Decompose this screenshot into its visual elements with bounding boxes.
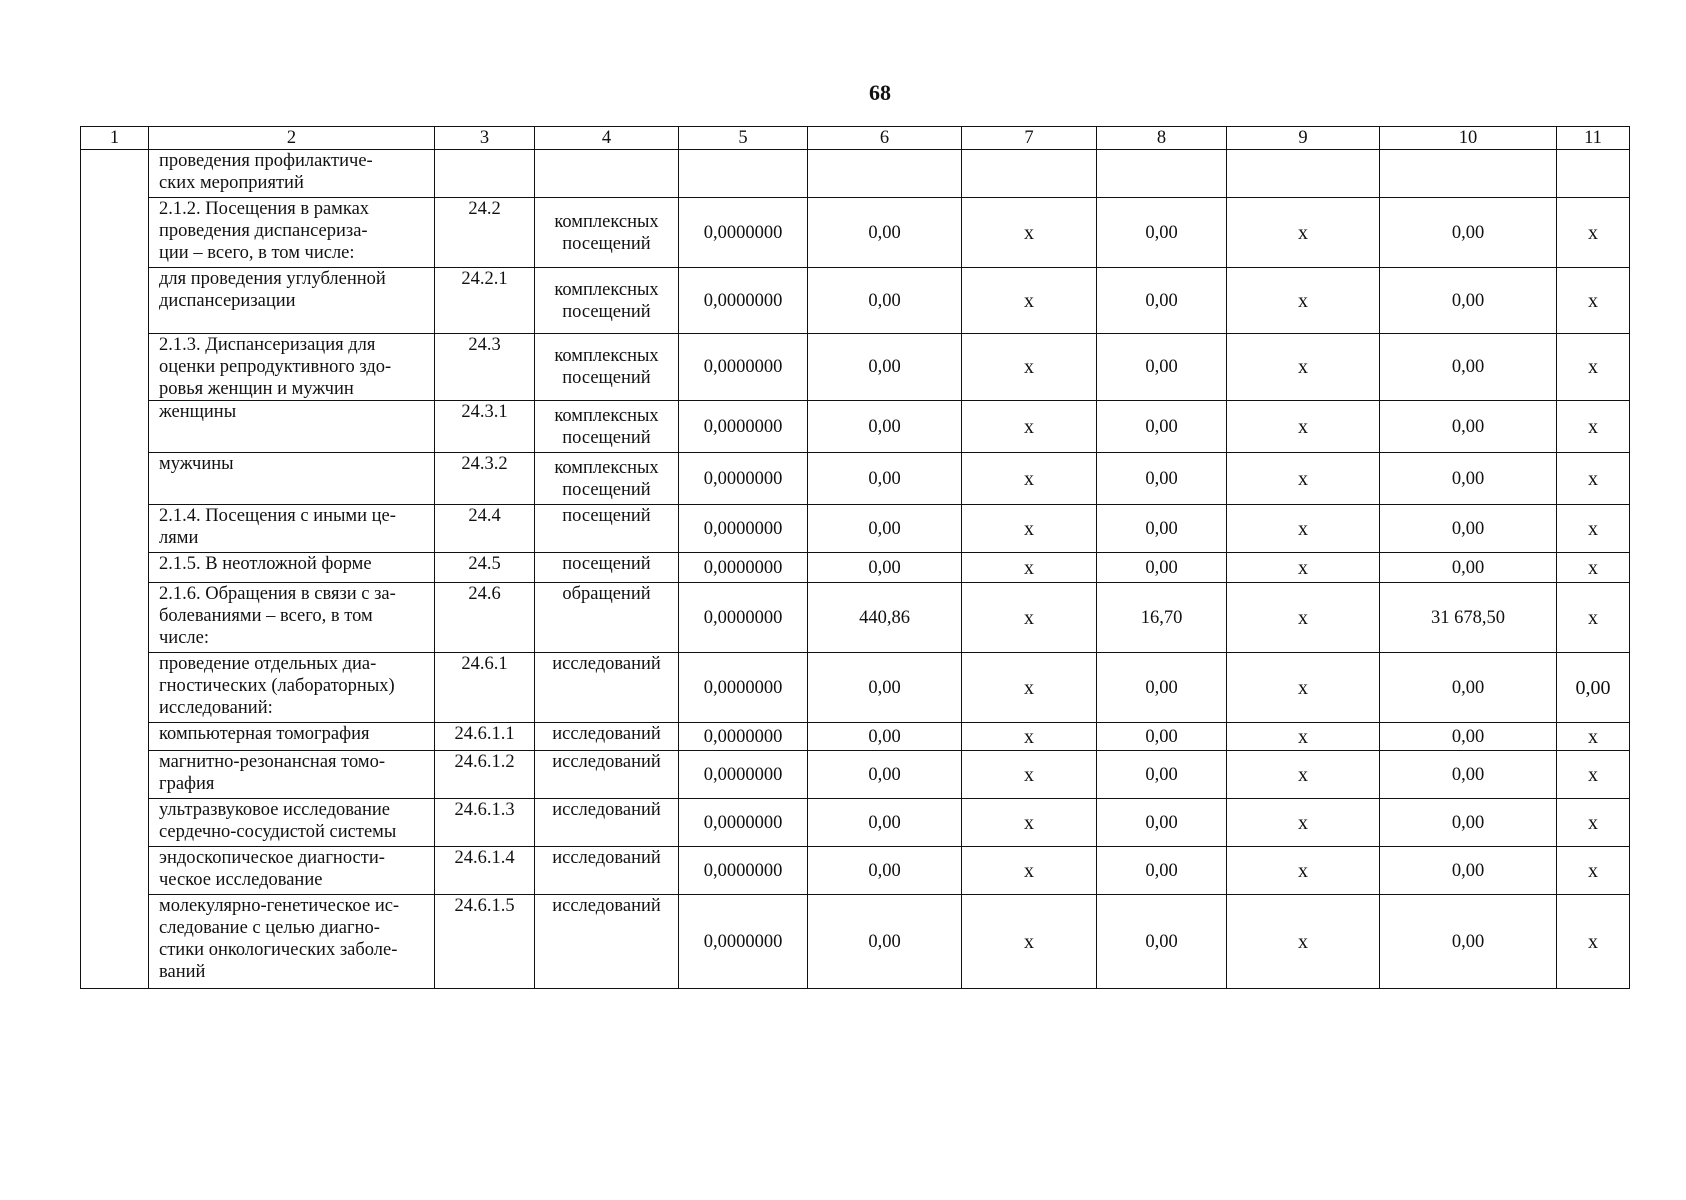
value-cell-6: 0,00 — [808, 268, 962, 334]
value-cell-6: 0,00 — [808, 553, 962, 583]
unit-cell: комплексных посещений — [535, 453, 679, 505]
value-cell-7: х — [962, 401, 1097, 453]
unit-cell: исследований — [535, 653, 679, 723]
table-row — [81, 653, 1630, 723]
value-cell-8: 0,00 — [1097, 723, 1227, 751]
value-cell-9: х — [1227, 847, 1380, 895]
value-cell-11: х — [1557, 751, 1630, 799]
table-body — [81, 150, 1630, 989]
value-cell-10 — [1380, 150, 1557, 198]
indicator-name-cell: женщины — [149, 401, 435, 453]
unit-cell: комплексных посещений — [535, 401, 679, 453]
value-cell-8: 0,00 — [1097, 653, 1227, 723]
table-row — [81, 505, 1630, 553]
column-header: 3 — [435, 127, 535, 150]
indicator-name-cell: ультразвуковое исследование сердечно-сосудистой системы — [149, 799, 435, 847]
value-cell-11: х — [1557, 723, 1630, 751]
value-cell-10: 0,00 — [1380, 453, 1557, 505]
table-row — [81, 334, 1630, 401]
value-cell-8: 0,00 — [1097, 799, 1227, 847]
value-cell-10: 0,00 — [1380, 198, 1557, 268]
value-cell-9: х — [1227, 453, 1380, 505]
unit-cell: исследований — [535, 799, 679, 847]
table-row — [81, 401, 1630, 453]
value-cell-6: 0,00 — [808, 198, 962, 268]
column-header: 5 — [679, 127, 808, 150]
value-cell-6: 0,00 — [808, 895, 962, 989]
value-cell-5: 0,0000000 — [679, 847, 808, 895]
unit-cell: обращений — [535, 583, 679, 653]
indicator-name-cell: магнитно-резонансная томо- графия — [149, 751, 435, 799]
indicator-name-cell: мужчины — [149, 453, 435, 505]
value-cell-5 — [679, 150, 808, 198]
unit-cell: посещений — [535, 553, 679, 583]
row-code-cell: 24.2.1 — [435, 268, 535, 334]
value-cell-5: 0,0000000 — [679, 505, 808, 553]
value-cell-8: 16,70 — [1097, 583, 1227, 653]
value-cell-10: 0,00 — [1380, 401, 1557, 453]
row-code-cell: 24.2 — [435, 198, 535, 268]
value-cell-11: х — [1557, 401, 1630, 453]
value-cell-6: 0,00 — [808, 453, 962, 505]
value-cell-11: х — [1557, 553, 1630, 583]
unit-cell: исследований — [535, 895, 679, 989]
value-cell-5: 0,0000000 — [679, 334, 808, 401]
table-row — [81, 895, 1630, 989]
value-cell-8: 0,00 — [1097, 268, 1227, 334]
value-cell-6: 0,00 — [808, 751, 962, 799]
column-header: 2 — [149, 127, 435, 150]
column-header: 1 — [81, 127, 149, 150]
value-cell-7: х — [962, 334, 1097, 401]
unit-cell: комплексных посещений — [535, 268, 679, 334]
row-code-cell: 24.3 — [435, 334, 535, 401]
table-row — [81, 553, 1630, 583]
value-cell-6 — [808, 150, 962, 198]
column-header: 6 — [808, 127, 962, 150]
value-cell-9: х — [1227, 583, 1380, 653]
table-row — [81, 847, 1630, 895]
row-code-cell: 24.3.1 — [435, 401, 535, 453]
value-cell-10: 0,00 — [1380, 334, 1557, 401]
value-cell-8: 0,00 — [1097, 198, 1227, 268]
value-cell-7: х — [962, 895, 1097, 989]
value-cell-7: х — [962, 553, 1097, 583]
value-cell-9: х — [1227, 198, 1380, 268]
value-cell-8: 0,00 — [1097, 847, 1227, 895]
value-cell-8: 0,00 — [1097, 453, 1227, 505]
value-cell-10: 0,00 — [1380, 847, 1557, 895]
value-cell-9: х — [1227, 553, 1380, 583]
value-cell-11: х — [1557, 583, 1630, 653]
value-cell-9: х — [1227, 723, 1380, 751]
value-cell-11: х — [1557, 334, 1630, 401]
row-code-cell: 24.6 — [435, 583, 535, 653]
indicator-name-cell: для проведения углубленной диспансеризации — [149, 268, 435, 334]
value-cell-7: х — [962, 583, 1097, 653]
value-cell-7: х — [962, 505, 1097, 553]
value-cell-10: 0,00 — [1380, 653, 1557, 723]
value-cell-5: 0,0000000 — [679, 453, 808, 505]
table-row — [81, 268, 1630, 334]
value-cell-6: 0,00 — [808, 723, 962, 751]
value-cell-5: 0,0000000 — [679, 799, 808, 847]
table-row — [81, 751, 1630, 799]
value-cell-6: 0,00 — [808, 653, 962, 723]
value-cell-7 — [962, 150, 1097, 198]
value-cell-7: х — [962, 847, 1097, 895]
unit-cell — [535, 150, 679, 198]
indicator-name-cell: 2.1.3. Диспансеризация для оценки репродуктивного здо- ровья женщин и мужчин — [149, 334, 435, 401]
unit-cell: исследований — [535, 847, 679, 895]
column-header: 9 — [1227, 127, 1380, 150]
value-cell-6: 0,00 — [808, 505, 962, 553]
unit-cell: исследований — [535, 723, 679, 751]
value-cell-10: 0,00 — [1380, 751, 1557, 799]
indicator-name-cell: 2.1.5. В неотложной форме — [149, 553, 435, 583]
value-cell-9: х — [1227, 268, 1380, 334]
value-cell-11: х — [1557, 847, 1630, 895]
value-cell-5: 0,0000000 — [679, 583, 808, 653]
row-code-cell: 24.5 — [435, 553, 535, 583]
value-cell-7: х — [962, 751, 1097, 799]
value-cell-9: х — [1227, 505, 1380, 553]
value-cell-11: 0,00 — [1557, 653, 1630, 723]
value-cell-9: х — [1227, 799, 1380, 847]
value-cell-5: 0,0000000 — [679, 401, 808, 453]
indicator-name-cell: молекулярно-генетическое ис- следование с целью диагно- стики онкологических заболе- ваний — [149, 895, 435, 989]
value-cell-6: 0,00 — [808, 401, 962, 453]
indicator-name-cell: проведение отдельных диа- гностических (лабораторных) исследований: — [149, 653, 435, 723]
indicator-name-cell: проведения профилактиче- ских мероприятий — [149, 150, 435, 198]
value-cell-8: 0,00 — [1097, 553, 1227, 583]
table-row — [81, 198, 1630, 268]
table-row — [81, 723, 1630, 751]
value-cell-10: 0,00 — [1380, 895, 1557, 989]
value-cell-7: х — [962, 653, 1097, 723]
column-header: 11 — [1557, 127, 1630, 150]
value-cell-8: 0,00 — [1097, 334, 1227, 401]
value-cell-8: 0,00 — [1097, 505, 1227, 553]
value-cell-6: 440,86 — [808, 583, 962, 653]
indicator-name-cell: компьютерная томография — [149, 723, 435, 751]
value-cell-7: х — [962, 723, 1097, 751]
value-cell-11: х — [1557, 895, 1630, 989]
value-cell-6: 0,00 — [808, 847, 962, 895]
value-cell-5: 0,0000000 — [679, 198, 808, 268]
value-cell-11: х — [1557, 198, 1630, 268]
value-cell-9: х — [1227, 751, 1380, 799]
row-number-cell — [81, 150, 149, 989]
value-cell-7: х — [962, 268, 1097, 334]
value-cell-9: х — [1227, 895, 1380, 989]
column-header: 8 — [1097, 127, 1227, 150]
unit-cell: исследований — [535, 751, 679, 799]
value-cell-7: х — [962, 799, 1097, 847]
value-cell-9 — [1227, 150, 1380, 198]
row-code-cell: 24.6.1 — [435, 653, 535, 723]
table-row — [81, 150, 1630, 198]
value-cell-8 — [1097, 150, 1227, 198]
value-cell-5: 0,0000000 — [679, 895, 808, 989]
column-header: 10 — [1380, 127, 1557, 150]
indicator-name-cell: 2.1.4. Посещения с иными це- лями — [149, 505, 435, 553]
row-code-cell — [435, 150, 535, 198]
row-code-cell: 24.3.2 — [435, 453, 535, 505]
value-cell-6: 0,00 — [808, 799, 962, 847]
column-header: 4 — [535, 127, 679, 150]
value-cell-10: 31 678,50 — [1380, 583, 1557, 653]
row-code-cell: 24.6.1.5 — [435, 895, 535, 989]
indicator-name-cell: 2.1.2. Посещения в рамках проведения диспансериза- ции – всего, в том числе: — [149, 198, 435, 268]
unit-cell: комплексных посещений — [535, 198, 679, 268]
unit-cell: посещений — [535, 505, 679, 553]
value-cell-10: 0,00 — [1380, 723, 1557, 751]
indicator-name-cell: эндоскопическое диагности- ческое исследование — [149, 847, 435, 895]
value-cell-5: 0,0000000 — [679, 553, 808, 583]
value-cell-10: 0,00 — [1380, 553, 1557, 583]
value-cell-8: 0,00 — [1097, 895, 1227, 989]
indicator-name-cell: 2.1.6. Обращения в связи с за- болеваниями – всего, в том числе: — [149, 583, 435, 653]
value-cell-9: х — [1227, 653, 1380, 723]
value-cell-9: х — [1227, 334, 1380, 401]
value-cell-5: 0,0000000 — [679, 268, 808, 334]
value-cell-11: х — [1557, 268, 1630, 334]
value-cell-7: х — [962, 453, 1097, 505]
value-cell-5: 0,0000000 — [679, 723, 808, 751]
row-code-cell: 24.6.1.3 — [435, 799, 535, 847]
value-cell-7: х — [962, 198, 1097, 268]
row-code-cell: 24.6.1.4 — [435, 847, 535, 895]
value-cell-8: 0,00 — [1097, 401, 1227, 453]
value-cell-5: 0,0000000 — [679, 653, 808, 723]
column-number-row — [81, 127, 1630, 150]
table-row — [81, 799, 1630, 847]
data-table — [80, 126, 1630, 989]
value-cell-11: х — [1557, 453, 1630, 505]
row-code-cell: 24.4 — [435, 505, 535, 553]
value-cell-9: х — [1227, 401, 1380, 453]
row-code-cell: 24.6.1.2 — [435, 751, 535, 799]
value-cell-11 — [1557, 150, 1630, 198]
row-code-cell: 24.6.1.1 — [435, 723, 535, 751]
column-header: 7 — [962, 127, 1097, 150]
table-row — [81, 583, 1630, 653]
value-cell-5: 0,0000000 — [679, 751, 808, 799]
page-number: 68 — [869, 80, 891, 105]
table-row — [81, 453, 1630, 505]
value-cell-10: 0,00 — [1380, 505, 1557, 553]
value-cell-10: 0,00 — [1380, 799, 1557, 847]
value-cell-11: х — [1557, 505, 1630, 553]
value-cell-8: 0,00 — [1097, 751, 1227, 799]
unit-cell: комплексных посещений — [535, 334, 679, 401]
value-cell-6: 0,00 — [808, 334, 962, 401]
value-cell-10: 0,00 — [1380, 268, 1557, 334]
value-cell-11: х — [1557, 799, 1630, 847]
